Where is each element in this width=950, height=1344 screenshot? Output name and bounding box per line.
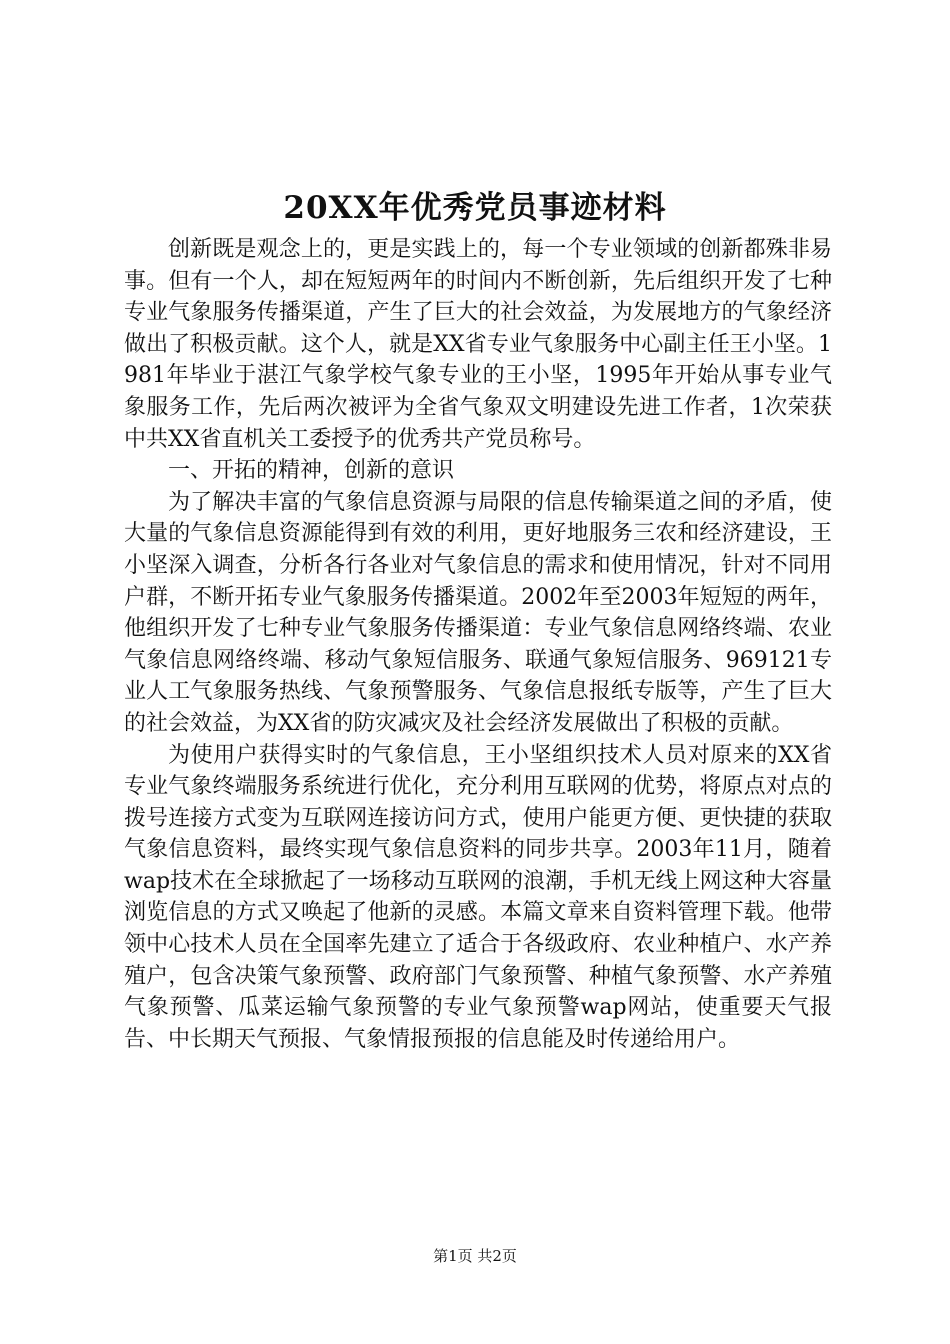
- document-body: [124, 234, 832, 1055]
- document-title: 20XX年优秀党员事迹材料: [283, 190, 667, 226]
- paragraph-channels: 为了解决丰富的气象信息资源与局限的信息传输渠道之间的矛盾，使大量的气象信息资源能得到有效的利用，更好地服务三农和经济建设，王小坚深入调查，分析各行各业对气象信息的需求和使用情况，针对不同用户群，不断开拓专业气象服务传播渠道。2002年至2003年短短的两年，他组织开发了七种专业气象服务传播渠道：专业气象信息网络终端、农业气象信息网络终端、移动气象短信服务、联通气象短信服务、969121专业人工气象服务热线、气象预警服务、气象信息报纸专版等，产生了巨大的社会效益，为XX省的防灾减灾及社会经济发展做出了积极的贡献。: [124, 489, 832, 736]
- section-heading: 一、开拓的精神，创新的意识: [168, 458, 455, 484]
- paragraph-intro: 创新既是观念上的，更是实践上的，每一个专业领域的创新都殊非易事。但有一个人，却在短短两年的时间内不断创新，先后组织开发了七种专业气象服务传播渠道，产生了巨大的社会效益，为发展地方的气象经济做出了积极贡献。这个人，就是XX省专业气象服务中心副主任王小坚。1981年毕业于湛江气象学校气象专业的王小坚，1995年开始从事专业气象服务工作，先后两次被评为全省气象双文明建设先进工作者，1次荣获中共XX省直机关工委授予的优秀共产党员称号。: [124, 237, 832, 452]
- page-number-footer: 第1页 共2页: [433, 1247, 517, 1265]
- paragraph-optimization: 为使用户获得实时的气象信息，王小坚组织技术人员对原来的XX省专业气象终端服务系统进行优化，充分利用互联网的优势，将原点对点的拨号连接方式变为互联网连接访问方式，使用户能更方便、更快捷的获取气象信息资料，最终实现气象信息资料的同步共享。2003年11月，随着wap技术在全球掀起了一场移动互联网的浪潮，手机无线上网这种大容量浏览信息的方式又唤起了他新的灵感。本篇文章来自资料管理下载。他带领中心技术人员在全国率先建立了适合于各级政府、农业种植户、水产养殖户，包含决策气象预警、政府部门气象预警、种植气象预警、水产养殖气象预警、瓜菜运输气象预警的专业气象预警wap网站，使重要天气报告、中长期天气预报、气象情报预报的信息能及时传递给用户。: [124, 742, 832, 1052]
